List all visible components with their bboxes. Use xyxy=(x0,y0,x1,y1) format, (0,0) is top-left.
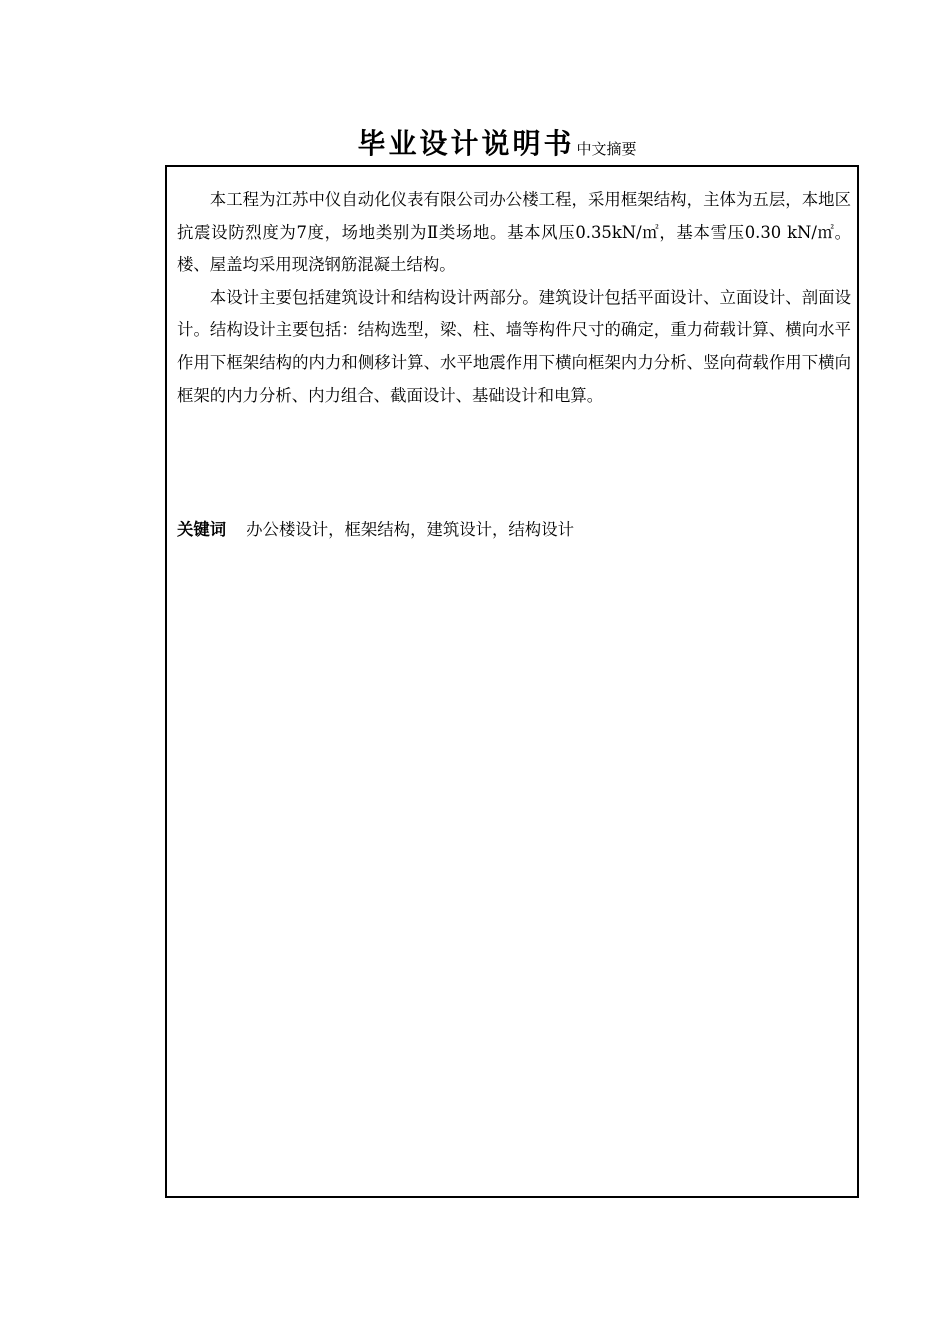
abstract-paragraph-2: 本设计主要包括建筑设计和结构设计两部分。建筑设计包括平面设计、立面设计、剖面设计。结构设计主要包括：结构选型，梁、柱、墙等构件尺寸的确定，重力荷载计算、横向水平作用下框架结构的内力和侧移计算、水平地震作用下横向框架内力分析、竖向荷载作用下横向框架的内力分析、内力组合、截面设计、基础设计和电算。 xyxy=(177,287,851,405)
keywords-value: 办公楼设计，框架结构，建筑设计，结构设计 xyxy=(246,520,574,539)
abstract-paragraph-1: 本工程为江苏中仪自动化仪表有限公司办公楼工程，采用框架结构，主体为五层，本地区抗震设防烈度为7度，场地类别为Ⅱ类场地。基本风压0.35kN/㎡，基本雪压0.30 kN/㎡。楼、屋盖均采用现浇钢筋混凝土结构。 xyxy=(177,190,851,275)
document-title: 毕业设计说明书 xyxy=(357,127,575,160)
keywords-line xyxy=(177,517,851,543)
abstract-box xyxy=(165,165,859,1198)
keywords-label: 关键词 xyxy=(177,520,227,539)
section-label: 中文摘要 xyxy=(576,140,637,158)
abstract-body xyxy=(177,184,851,412)
page-header xyxy=(0,122,950,162)
